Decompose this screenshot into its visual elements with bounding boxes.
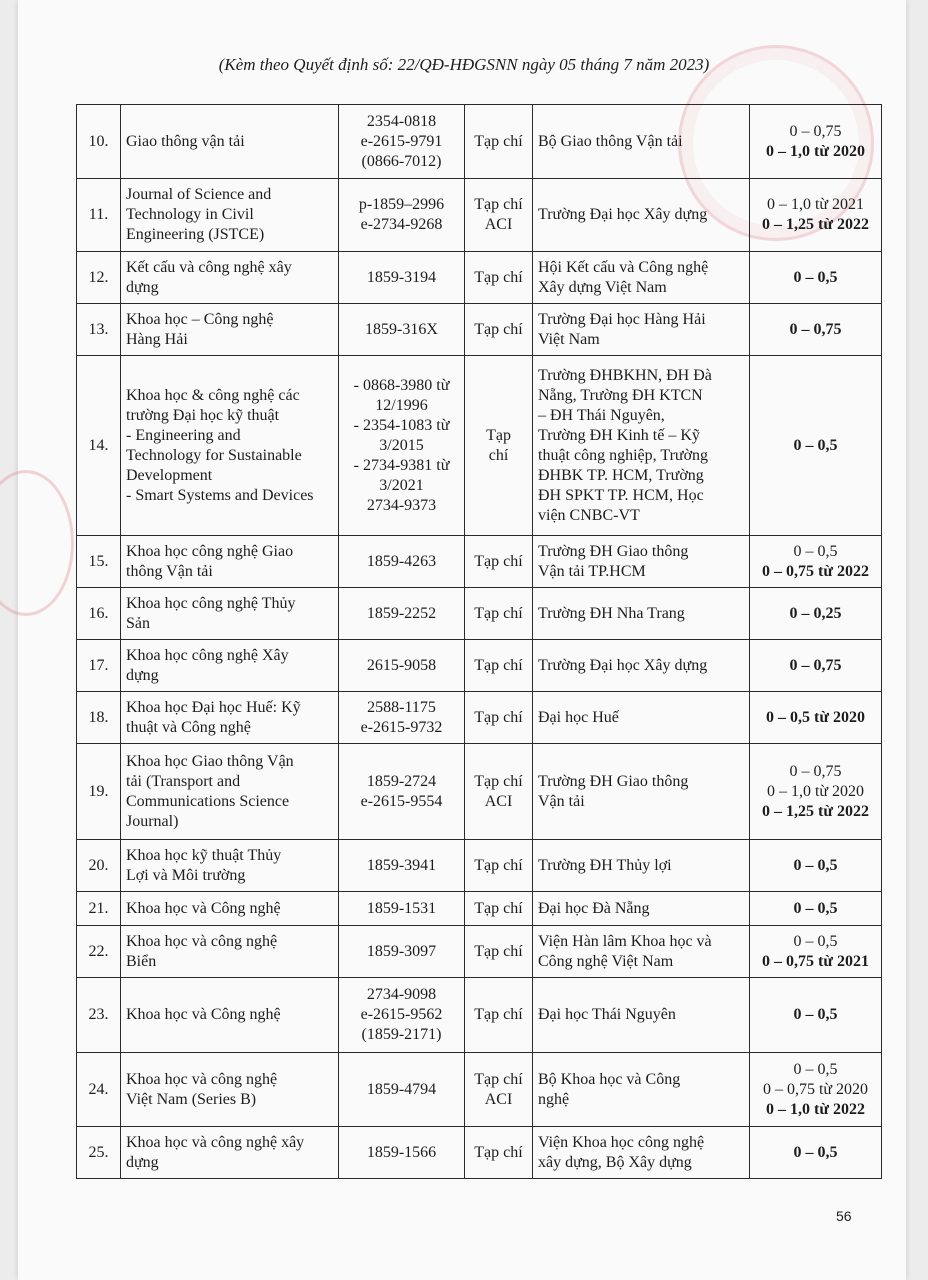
journal-name-line: thông Vận tải [126, 562, 213, 580]
score-cell [750, 744, 882, 840]
journal-name-line: Khoa học và Công nghệ [126, 899, 281, 917]
score-line: 0 – 0,5 [793, 932, 838, 950]
issn-line: p-1859–2996 [358, 196, 445, 213]
publisher-line: Việt Nam [538, 330, 600, 348]
score-line: 0 – 0,75 từ 2021 [762, 952, 869, 970]
journal-name-line: Sản [126, 614, 150, 632]
type-line: Tạp [486, 426, 511, 444]
publisher-cell [533, 1127, 750, 1179]
issn-line: - 0868-3980 từ [353, 376, 450, 394]
type-line: Tạp chí [474, 132, 523, 150]
publisher-cell [533, 304, 750, 356]
type-cell [465, 252, 533, 304]
type-line: Tạp chí [474, 856, 523, 874]
publisher-line: Trường ĐH Thủy lợi [538, 856, 672, 874]
issn-cell [339, 1053, 465, 1127]
journal-name-cell [121, 304, 339, 356]
journal-name-line: Khoa học công nghệ Giao [126, 542, 294, 560]
issn-cell [339, 304, 465, 356]
issn-line: e-2615-9791 [360, 132, 443, 150]
type-cell [465, 304, 533, 356]
journal-name-cell [121, 892, 339, 926]
type-line: Tạp chí [474, 604, 523, 622]
journal-name-cell [121, 105, 339, 179]
publisher-line: Trường ĐH Nha Trang [538, 604, 685, 622]
type-line: Tạp chí [474, 656, 523, 674]
table-row [77, 356, 882, 536]
score-line: 0 – 0,75 [789, 762, 842, 780]
publisher-line: Trường ĐH Giao thông [538, 772, 689, 790]
journal-name-cell [121, 179, 339, 252]
score-line: 0 – 1,25 từ 2022 [762, 802, 869, 820]
publisher-line: Trường ĐH Giao thông [538, 542, 689, 560]
score-line: 0 – 0,75 [789, 656, 842, 674]
issn-line: 3/2021 [379, 476, 424, 494]
row-number-cell: 13. [77, 304, 121, 356]
journal-name-cell [121, 252, 339, 304]
publisher-line: – ĐH Thái Nguyên, [538, 406, 665, 424]
publisher-line: thuật công nghiệp, Trường [538, 446, 709, 464]
issn-line: e-2615-9554 [360, 792, 443, 810]
type-cell [465, 588, 533, 640]
score-cell [750, 252, 882, 304]
row-number-cell: 25. [77, 1127, 121, 1179]
journal-name-cell [121, 1053, 339, 1127]
type-cell [465, 536, 533, 588]
journal-name-cell [121, 640, 339, 692]
score-cell [750, 892, 882, 926]
journal-name-line: Việt Nam (Series B) [126, 1090, 257, 1108]
publisher-line: Vận tải [538, 792, 585, 810]
type-line: ACI [484, 216, 513, 233]
table-row [77, 640, 882, 692]
journal-name-line: dựng [126, 666, 159, 684]
publisher-cell [533, 640, 750, 692]
issn-line: e-2615-9562 [360, 1006, 443, 1023]
issn-line: 1859-4263 [366, 552, 437, 570]
publisher-line: Viện Hàn lâm Khoa học và [538, 932, 712, 950]
issn-line: - 2354-1083 từ [353, 416, 450, 434]
type-line: Tạp chí [474, 196, 523, 213]
publisher-cell [533, 744, 750, 840]
issn-cell [339, 744, 465, 840]
table-row [77, 304, 882, 356]
journal-name-line: Khoa học – Công nghệ [126, 310, 274, 328]
row-number-cell: 21. [77, 892, 121, 926]
publisher-cell [533, 840, 750, 892]
journal-table-body [77, 105, 882, 1179]
row-number-cell: 11. [77, 179, 121, 252]
type-line: ACI [484, 792, 513, 810]
red-seal-stamp-left [0, 470, 74, 616]
type-cell [465, 1053, 533, 1127]
issn-line: - 2734-9381 từ [353, 456, 450, 474]
journal-name-line: Hàng Hải [126, 330, 188, 348]
type-line: Tạp chí [474, 1006, 523, 1023]
type-line: Tạp chí [474, 708, 523, 726]
journal-name-line: Development [126, 466, 213, 484]
score-cell [750, 536, 882, 588]
journal-name-line: thuật và Công nghệ [126, 718, 251, 736]
score-line: 0 – 0,5 [793, 1006, 838, 1023]
publisher-line: Vận tải TP.HCM [538, 562, 646, 580]
type-line: Tạp chí [474, 320, 523, 338]
issn-line: 2734-9373 [366, 496, 437, 514]
journal-name-line: Khoa học và công nghệ [126, 1070, 278, 1088]
publisher-line: Trường ĐHBKHN, ĐH Đà [538, 366, 712, 384]
journal-name-cell [121, 840, 339, 892]
publisher-cell [533, 105, 750, 179]
score-line: 0 – 0,5 [793, 436, 838, 454]
table-row [77, 926, 882, 978]
document-header: (Kèm theo Quyết định số: 22/QĐ-HĐGSNN ngày 05 tháng 7 năm 2023) [218, 55, 710, 74]
journal-name-line: Khoa học kỹ thuật Thủy [126, 846, 282, 864]
score-line: 0 – 1,0 từ 2022 [766, 1100, 865, 1118]
publisher-cell [533, 536, 750, 588]
table-row [77, 252, 882, 304]
journal-name-line: Engineering (JSTCE) [126, 226, 265, 243]
journal-name-line: Giao thông vận tải [126, 132, 245, 150]
score-line: 0 – 0,75 [789, 122, 842, 140]
journal-name-line: trường Đại học kỹ thuật [126, 406, 280, 424]
issn-line: 2734-9098 [366, 986, 437, 1003]
table-row [77, 536, 882, 588]
journal-name-line: Technology in Civil [126, 206, 254, 223]
journal-name-line: Communications Science [126, 792, 290, 810]
score-line: 0 – 0,75 [789, 320, 842, 338]
publisher-line: Viện Khoa học công nghệ [538, 1133, 705, 1151]
row-number-cell: 22. [77, 926, 121, 978]
row-number-cell: 23. [77, 978, 121, 1053]
type-cell [465, 926, 533, 978]
issn-cell [339, 640, 465, 692]
publisher-line: Đại học Đà Nẵng [538, 899, 650, 917]
publisher-cell [533, 356, 750, 536]
table-row [77, 105, 882, 179]
journal-name-line: Biển [126, 952, 157, 970]
issn-line: 2588-1175 [367, 698, 436, 716]
journal-name-cell [121, 926, 339, 978]
journal-name-cell [121, 978, 339, 1053]
score-line: 0 – 0,5 [793, 268, 838, 286]
publisher-line: viện CNBC-VT [538, 506, 640, 524]
type-cell [465, 892, 533, 926]
row-number-cell: 19. [77, 744, 121, 840]
journal-name-line: Technology for Sustainable [126, 446, 302, 464]
journal-name-line: tải (Transport and [126, 772, 241, 790]
publisher-line: Trường Đại học Xây dựng [538, 656, 708, 674]
publisher-cell [533, 978, 750, 1053]
type-cell [465, 1127, 533, 1179]
publisher-cell [533, 926, 750, 978]
publisher-line: Trường ĐH Kinh tế – Kỹ [538, 426, 700, 444]
journal-name-line: - Smart Systems and Devices [126, 486, 314, 504]
journal-name-line: Khoa học Đại học Huế: Kỹ [126, 698, 301, 716]
type-line: Tạp chí [474, 268, 523, 286]
issn-line: 1859-3941 [366, 856, 437, 874]
issn-line: (0866-7012) [361, 152, 442, 170]
issn-cell [339, 840, 465, 892]
journal-name-line: Khoa học Giao thông Vận [126, 752, 294, 770]
type-line: Tạp chí [474, 899, 523, 917]
score-cell [750, 692, 882, 744]
publisher-line: Xây dựng Việt Nam [538, 278, 667, 296]
publisher-line: ĐHBK TP. HCM, Trường [538, 466, 704, 484]
issn-cell [339, 105, 465, 179]
row-number-cell: 24. [77, 1053, 121, 1127]
issn-line: 1859-1566 [366, 1143, 437, 1161]
publisher-line: nghệ [538, 1090, 570, 1108]
score-line: 0 – 0,5 từ 2020 [766, 708, 865, 726]
publisher-line: Bộ Khoa học và Công [538, 1070, 681, 1088]
publisher-line: Trường Đại học Hàng Hải [538, 310, 706, 328]
journal-name-line: Khoa học và Công nghệ [126, 1006, 281, 1023]
publisher-cell [533, 252, 750, 304]
score-line: 0 – 0,5 [793, 1143, 838, 1161]
table-row [77, 1127, 882, 1179]
issn-line: 1859-316X [365, 320, 438, 338]
table-row [77, 744, 882, 840]
journal-name-cell [121, 356, 339, 536]
issn-line: 12/1996 [375, 396, 428, 414]
type-line: Tạp chí [474, 942, 523, 960]
score-line: 0 – 0,5 [793, 542, 838, 560]
table-row [77, 179, 882, 252]
issn-line: 1859-4794 [366, 1080, 437, 1098]
issn-cell [339, 588, 465, 640]
score-cell [750, 1127, 882, 1179]
issn-cell [339, 926, 465, 978]
journal-name-cell [121, 536, 339, 588]
row-number-cell: 20. [77, 840, 121, 892]
issn-line: 1859-2252 [366, 604, 437, 622]
journal-name-line: Khoa học và công nghệ [126, 932, 278, 950]
type-line: Tạp chí [474, 552, 523, 570]
type-cell [465, 356, 533, 536]
type-line: Tạp chí [474, 1070, 523, 1088]
journal-name-line: Journal of Science and [126, 186, 272, 203]
score-line: 0 – 1,0 từ 2020 [766, 782, 865, 800]
issn-line: 1859-1531 [366, 899, 437, 917]
issn-cell [339, 536, 465, 588]
score-cell [750, 356, 882, 536]
journal-name-line: - Engineering and [126, 426, 241, 444]
journal-name-line: dựng [126, 278, 159, 296]
score-line: 0 – 0,5 [793, 1060, 838, 1078]
score-line: 0 – 1,0 từ 2020 [766, 142, 865, 160]
issn-line: 3/2015 [379, 436, 424, 454]
issn-line: 1859-3097 [366, 942, 437, 960]
type-cell [465, 692, 533, 744]
publisher-line: Đại học Huế [538, 708, 619, 726]
issn-line: (1859-2171) [361, 1026, 442, 1043]
publisher-line: xây dựng, Bộ Xây dựng [538, 1153, 692, 1171]
type-cell [465, 840, 533, 892]
issn-line: 1859-2724 [366, 772, 437, 790]
row-number-cell: 17. [77, 640, 121, 692]
type-line: chí [488, 446, 509, 464]
publisher-cell [533, 692, 750, 744]
score-cell [750, 926, 882, 978]
journal-name-line: Khoa học và công nghệ xây [126, 1133, 305, 1151]
row-number-cell: 18. [77, 692, 121, 744]
score-cell [750, 588, 882, 640]
page-number: 56 [836, 1208, 852, 1224]
journal-name-line: Khoa học công nghệ Xây [126, 646, 289, 664]
row-number-cell: 16. [77, 588, 121, 640]
publisher-line: Hội Kết cấu và Công nghệ [538, 258, 709, 276]
score-cell [750, 105, 882, 179]
score-cell [750, 640, 882, 692]
score-line: 0 – 1,0 từ 2021 [766, 196, 865, 213]
publisher-line: Nẵng, Trường ĐH KTCN [538, 386, 703, 404]
table-row [77, 840, 882, 892]
table-row [77, 1053, 882, 1127]
publisher-cell [533, 1053, 750, 1127]
journal-name-cell [121, 1127, 339, 1179]
publisher-line: Đại học Thái Nguyên [538, 1006, 676, 1023]
issn-line: e-2615-9732 [360, 718, 443, 736]
journal-name-cell [121, 692, 339, 744]
score-line: 0 – 0,5 [793, 899, 838, 917]
row-number-cell: 14. [77, 356, 121, 536]
score-line: 0 – 0,5 [793, 856, 838, 874]
table-row [77, 892, 882, 926]
journal-table [76, 104, 882, 1179]
score-cell [750, 179, 882, 252]
issn-cell [339, 252, 465, 304]
score-cell [750, 978, 882, 1053]
score-cell [750, 840, 882, 892]
publisher-cell [533, 588, 750, 640]
score-cell [750, 1053, 882, 1127]
publisher-cell [533, 179, 750, 252]
row-number-cell: 12. [77, 252, 121, 304]
issn-line: 2615-9058 [366, 656, 437, 674]
table-row [77, 692, 882, 744]
table-row [77, 978, 882, 1053]
issn-cell [339, 1127, 465, 1179]
issn-cell [339, 356, 465, 536]
score-line: 0 – 0,75 từ 2020 [762, 1080, 869, 1098]
issn-cell [339, 978, 465, 1053]
type-cell [465, 105, 533, 179]
type-line: Tạp chí [474, 772, 523, 790]
score-cell [750, 304, 882, 356]
issn-cell [339, 179, 465, 252]
issn-line: 1859-3194 [366, 268, 437, 286]
row-number-cell: 10. [77, 105, 121, 179]
journal-name-line: Khoa học công nghệ Thủy [126, 594, 296, 612]
publisher-line: Công nghệ Việt Nam [538, 952, 674, 970]
journal-name-cell [121, 588, 339, 640]
journal-name-line: Lợi và Môi trường [126, 866, 246, 884]
type-cell [465, 978, 533, 1053]
type-cell [465, 179, 533, 252]
type-cell [465, 640, 533, 692]
type-cell [465, 744, 533, 840]
score-line: 0 – 0,25 [789, 604, 842, 622]
issn-cell [339, 692, 465, 744]
journal-name-line: Kết cấu và công nghệ xây [126, 258, 292, 276]
publisher-line: Bộ Giao thông Vận tải [538, 132, 683, 150]
type-line: Tạp chí [474, 1143, 523, 1161]
journal-name-line: Journal) [126, 812, 179, 830]
row-number-cell: 15. [77, 536, 121, 588]
publisher-line: Trường Đại học Xây dựng [538, 206, 708, 223]
publisher-cell [533, 892, 750, 926]
journal-name-line: Khoa học & công nghệ các [126, 386, 300, 404]
score-line: 0 – 0,75 từ 2022 [762, 562, 869, 580]
issn-line: 2354-0818 [366, 112, 437, 130]
journal-name-line: dựng [126, 1153, 159, 1171]
journal-name-cell [121, 744, 339, 840]
issn-cell [339, 892, 465, 926]
issn-line: e-2734-9268 [360, 216, 443, 233]
score-line: 0 – 1,25 từ 2022 [762, 216, 869, 233]
type-line: ACI [484, 1090, 513, 1108]
publisher-line: ĐH SPKT TP. HCM, Học [538, 486, 704, 504]
table-row [77, 588, 882, 640]
